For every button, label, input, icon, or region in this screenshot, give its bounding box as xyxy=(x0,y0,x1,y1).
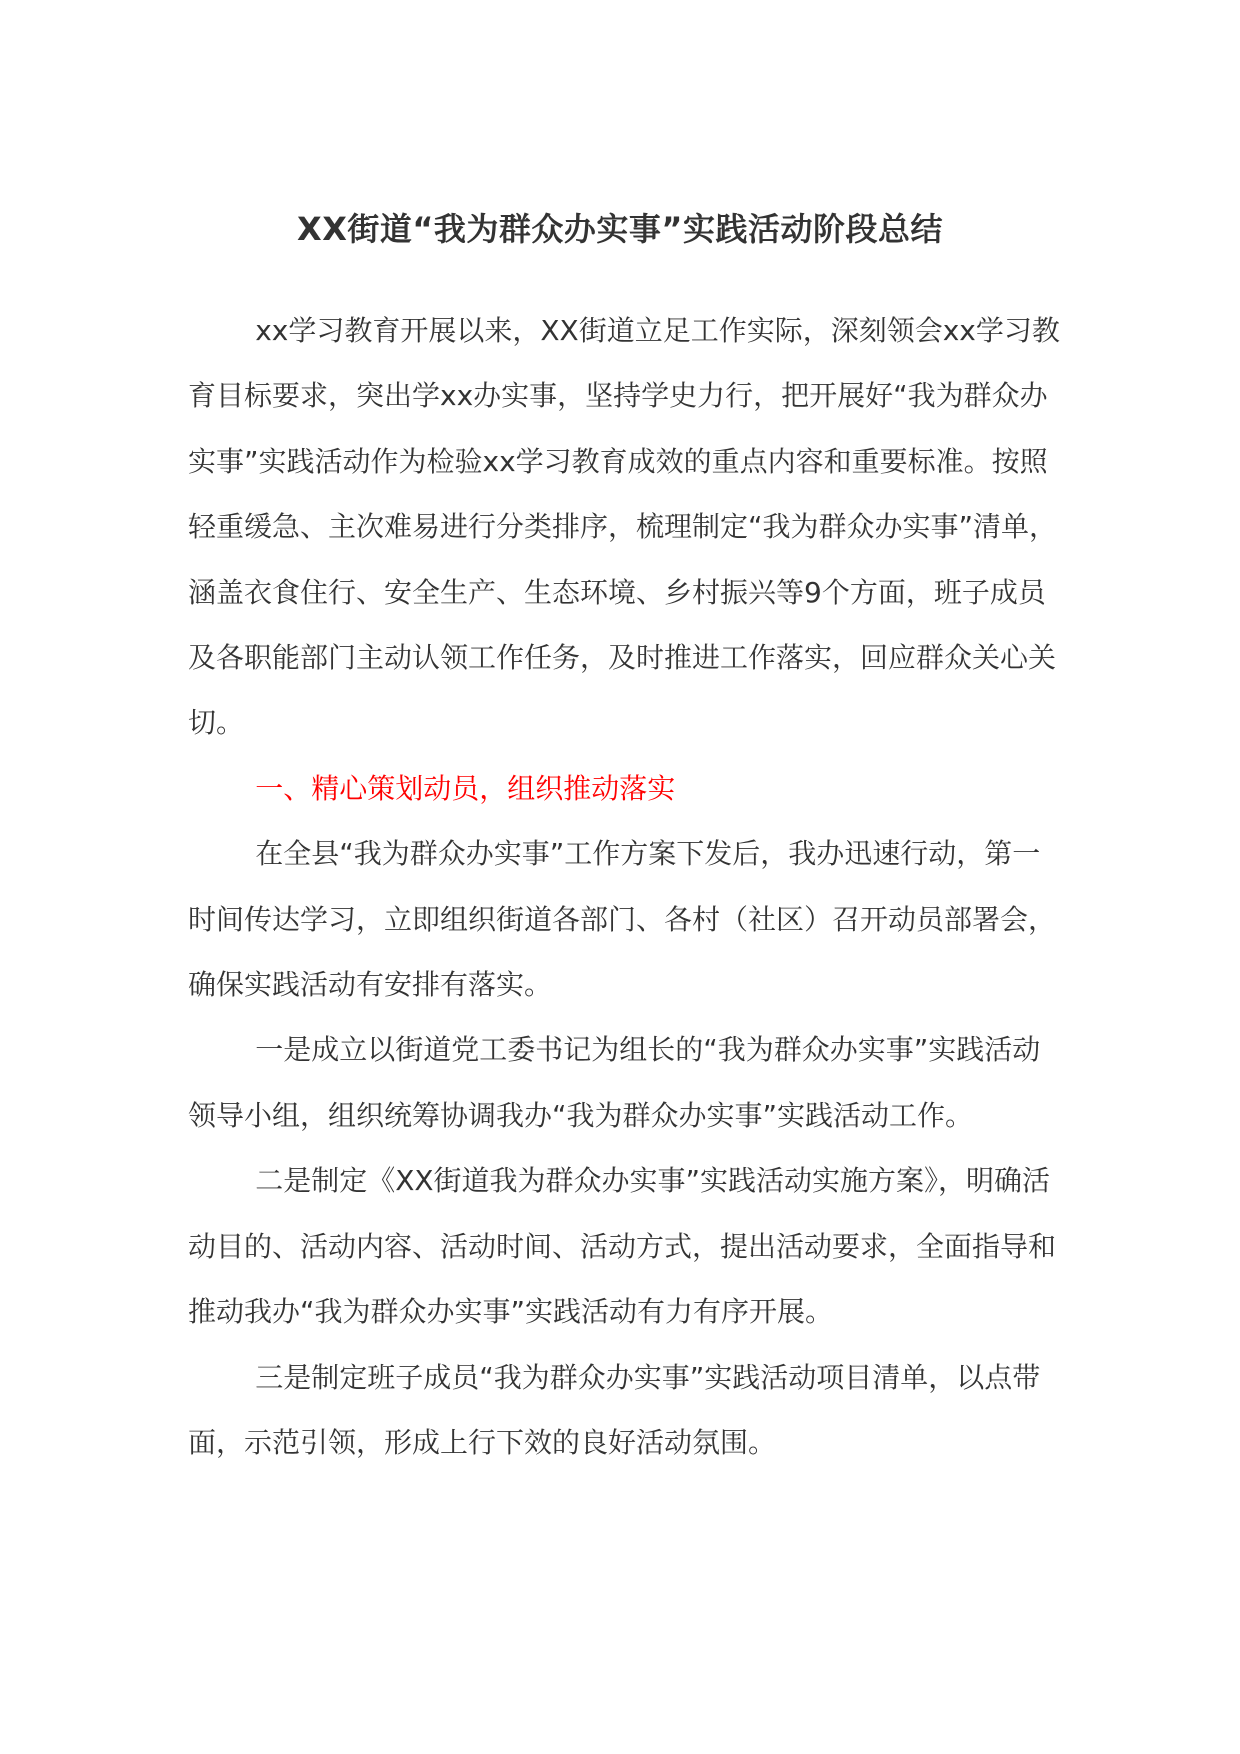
point-two-paragraph: 二是制定《XX街道我为群众办实事”实践活动实施方案》，明确活动目的、活动内容、活动时间、活动方式，提出活动要求，全面指导和推动我办“我为群众办实事”实践活动有力有序开展。 xyxy=(188,1164,1057,1329)
point-three-paragraph: 三是制定班子成员“我为群众办实事”实践活动项目清单，以点带面，示范引领，形成上行下效的良好活动氛围。 xyxy=(188,1360,1041,1459)
section-heading-1: 一、精心策划动员，组织推动落实 xyxy=(255,771,676,805)
document-title: XX街道“我为群众办实事”实践活动阶段总结 xyxy=(297,210,943,248)
document-body xyxy=(188,298,1064,1475)
point-one-paragraph: 一是成立以街道党工委书记为组长的“我为群众办实事”实践活动领导小组，组织统筹协调我办“我为群众办实事”实践活动工作。 xyxy=(188,1033,1041,1132)
intro-paragraph: xx学习教育开展以来，XX街道立足工作实际，深刻领会xx学习教育目标要求，突出学xx办实事，坚持学史力行，把开展好“我为群众办实事”实践活动作为检验xx学习教育成效的重点内容和重要标准。按照轻重缓急、主次难易进行分类排序，梳理制定“我为群众办实事”清单，涵盖衣食住行、安全生产、生态环境、乡村振兴等9个方面，班子成员及各职能部门主动认领工作任务，及时推进工作落实，回应群众关心关切。 xyxy=(188,314,1060,740)
section-1-paragraph: 在全县“我为群众办实事”工作方案下发后，我办迅速行动，第一时间传达学习，立即组织街道各部门、各村（社区）召开动员部署会，确保实践活动有安排有落实。 xyxy=(188,837,1057,1002)
